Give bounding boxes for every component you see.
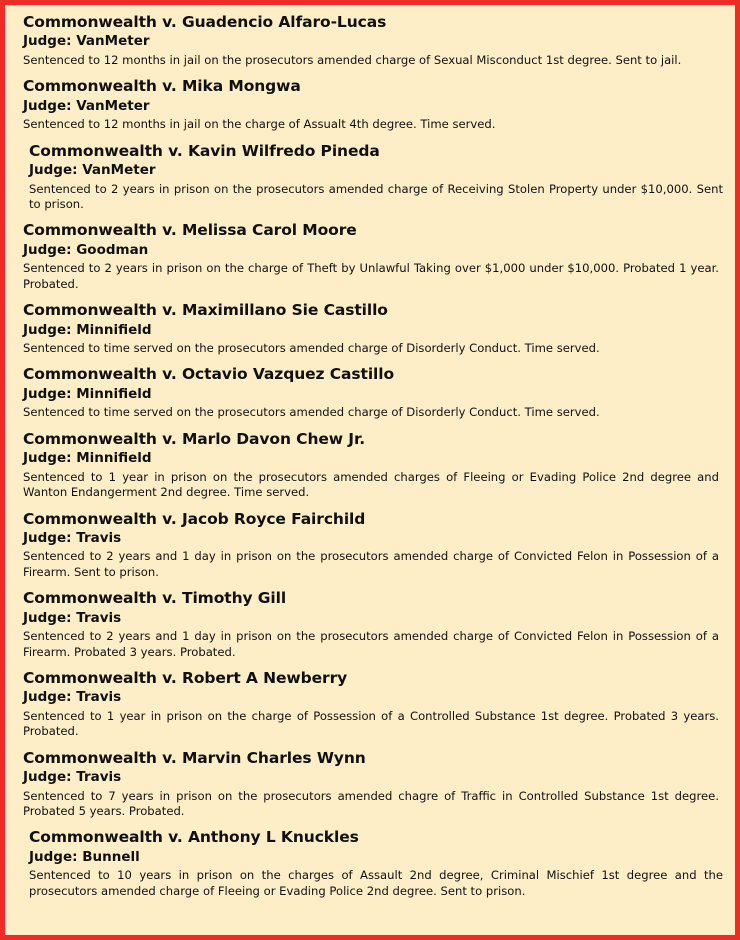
case-entry <box>23 221 723 292</box>
case-disposition: Sentenced to 1 year in prison on the prosecutors amended charges of Fleeing or Evading Police 2nd degree and Wanton Endangerment 2nd degree. Time served. <box>23 469 719 500</box>
case-title: Commonwealth v. Robert A Newberry <box>23 668 348 687</box>
case-judge: Judge: Goodman <box>23 241 149 258</box>
case-judge: Judge: VanMeter <box>23 97 150 114</box>
case-judge: Judge: Minnifield <box>23 385 152 402</box>
case-judge: Judge: Travis <box>23 689 122 706</box>
case-entry <box>23 301 723 356</box>
case-entry <box>23 669 723 740</box>
case-disposition: Sentenced to time served on the prosecutors amended charge of Disorderly Conduct. Time served. <box>23 405 600 420</box>
case-entry <box>23 510 723 581</box>
case-disposition: Sentenced to 2 years and 1 day in prison on the prosecutors amended charge of Convicted Felon in Possession of a Firearm. Probated 3 years. Probated. <box>23 629 719 659</box>
case-disposition: Sentenced to 2 years in prison on the prosecutors amended charge of Receiving Stolen Property under $10,000. Sent to prison. <box>29 181 723 211</box>
case-judge: Judge: Travis <box>23 609 122 626</box>
case-title: Commonwealth v. Jacob Royce Fairchild <box>23 509 366 528</box>
case-judge: Judge: Minnifield <box>23 321 152 338</box>
case-judge: Judge: VanMeter <box>29 162 156 179</box>
case-entry <box>23 142 723 213</box>
case-disposition: Sentenced to 2 years and 1 day in prison on the prosecutors amended charge of Convicted Felon in Possession of a Firearm. Sent to prison. <box>23 549 719 579</box>
case-entry <box>23 77 723 132</box>
case-judge: Judge: Travis <box>23 769 122 786</box>
case-entry <box>23 589 723 660</box>
case-entry <box>23 430 723 501</box>
case-title: Commonwealth v. Guadencio Alfaro-Lucas <box>23 13 387 31</box>
case-title: Commonwealth v. Melissa Carol Moore <box>23 221 357 240</box>
case-title: Commonwealth v. Kavin Wilfredo Pineda <box>29 141 380 160</box>
case-entry <box>23 749 723 820</box>
case-disposition: Sentenced to 12 months in jail on the prosecutors amended charge of Sexual Misconduct 1st degree. Sent to jail. <box>23 52 682 67</box>
case-judge: Judge: Minnifield <box>23 450 152 467</box>
case-judge: Judge: VanMeter <box>23 33 150 50</box>
case-entry <box>23 828 723 899</box>
case-title: Commonwealth v. Timothy Gill <box>23 589 287 608</box>
case-title: Commonwealth v. Octavio Vazquez Castillo <box>23 365 395 384</box>
case-judge: Judge: Bunnell <box>29 848 140 865</box>
case-title: Commonwealth v. Anthony L Knuckles <box>29 828 359 847</box>
case-disposition: Sentenced to 10 years in prison on the charges of Assault 2nd degree, Criminal Mischief 1st degree and the prosecutors amended charge of Fleeing or Evading Police 2nd degree. Sent to prison. <box>29 868 723 898</box>
case-entry <box>23 13 723 68</box>
case-title: Commonwealth v. Mika Mongwa <box>23 77 301 96</box>
case-entry <box>23 365 723 420</box>
case-disposition: Sentenced to 2 years in prison on the charge of Theft by Unlawful Taking over $1,000 under $10,000. Probated 1 year. Probated. <box>23 261 719 291</box>
case-judge: Judge: Travis <box>23 529 122 546</box>
case-title: Commonwealth v. Maximillano Sie Castillo <box>23 301 388 320</box>
case-title: Commonwealth v. Marvin Charles Wynn <box>23 748 366 767</box>
case-disposition: Sentenced to 1 year in prison on the charge of Possession of a Controlled Substance 1st degree. Probated 3 years. Probated. <box>23 708 719 739</box>
case-disposition: Sentenced to 12 months in jail on the charge of Assualt 4th degree. Time served. <box>23 117 496 132</box>
case-disposition: Sentenced to time served on the prosecutors amended charge of Disorderly Conduct. Time served. <box>23 341 600 356</box>
case-title: Commonwealth v. Marlo Davon Chew Jr. <box>23 429 366 448</box>
case-disposition: Sentenced to 7 years in prison on the prosecutors amended chagre of Traffic in Controlled Substance 1st degree. Probated 5 years. Probated. <box>23 788 719 819</box>
